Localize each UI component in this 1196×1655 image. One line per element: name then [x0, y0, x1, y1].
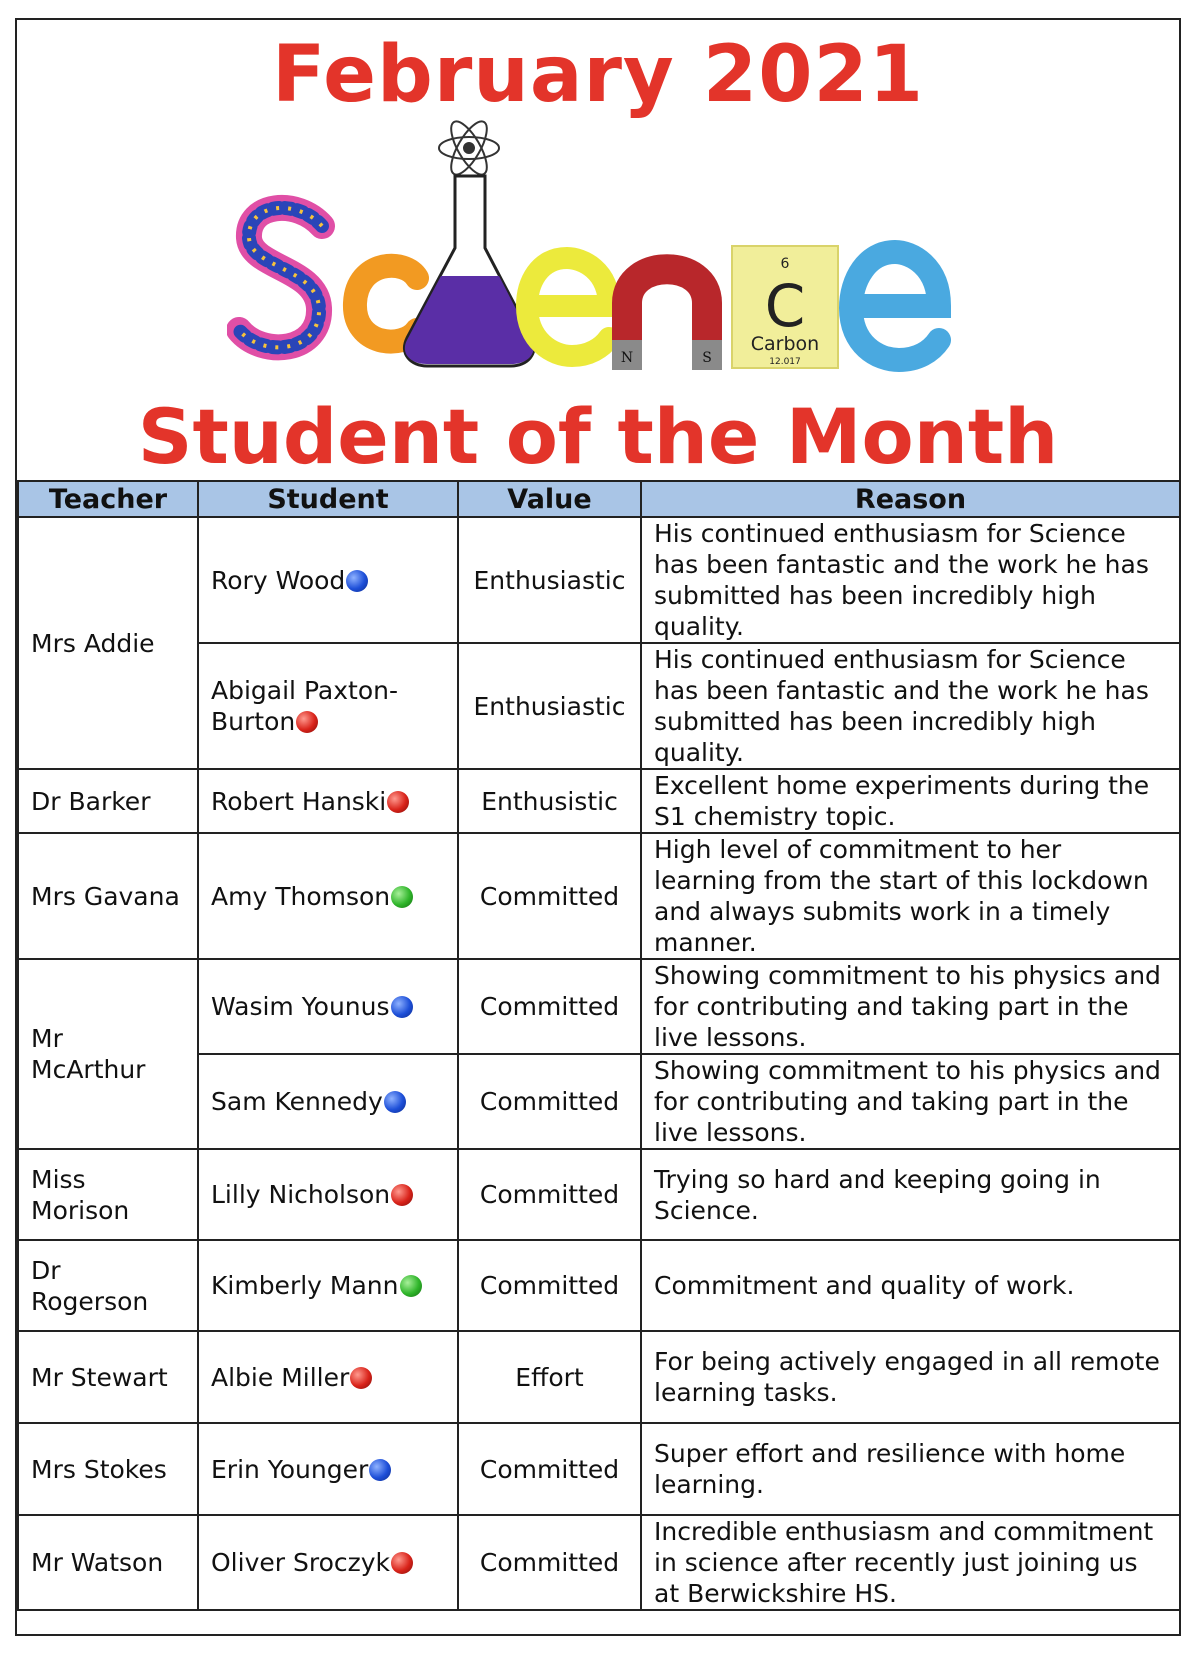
reason-cell: Excellent home experiments during the S1 chemistry topic. — [641, 769, 1180, 833]
student-name: Amy Thomson — [211, 881, 391, 911]
value-cell: Committed — [458, 959, 641, 1054]
teacher-cell: Dr Barker — [18, 769, 198, 833]
reason-cell: Super effort and resilience with home learning. — [641, 1423, 1180, 1515]
student-name: Albie Miller — [211, 1362, 350, 1392]
student-cell — [198, 769, 458, 833]
house-dot-icon — [350, 1367, 372, 1389]
svg-text:6: 6 — [780, 256, 790, 272]
teacher-cell: Mrs Stokes — [18, 1423, 198, 1515]
value-cell: Committed — [458, 1240, 641, 1331]
student-cell — [198, 517, 458, 643]
student-name: Oliver Sroczyk — [211, 1548, 391, 1577]
student-cell — [198, 959, 458, 1054]
student-cell — [198, 1515, 458, 1610]
table-row — [18, 769, 1180, 833]
student-name: Abigail Paxton-Burton — [211, 676, 398, 736]
value-cell: Committed — [458, 1515, 641, 1610]
student-cell — [198, 833, 458, 959]
value-cell: Enthusistic — [458, 769, 641, 833]
teacher-cell: Dr Rogerson — [18, 1240, 198, 1331]
table-row — [18, 1331, 1180, 1423]
student-cell — [198, 1240, 458, 1331]
month-title: February 2021 — [271, 30, 925, 120]
svg-text:C: C — [764, 272, 806, 340]
reason-cell: Trying so hard and keeping going in Science. — [641, 1149, 1180, 1240]
student-cell — [198, 1331, 458, 1423]
student-table — [17, 480, 1181, 1611]
atom-icon — [439, 118, 499, 179]
student-cell — [198, 1423, 458, 1515]
dna-letter-s-icon — [239, 208, 322, 347]
svg-text:Carbon: Carbon — [750, 333, 820, 355]
col-teacher: Teacher — [18, 481, 198, 517]
poster-frame — [15, 18, 1181, 1636]
table-row — [18, 959, 1180, 1054]
teacher-cell: Mr Watson — [18, 1515, 198, 1610]
poster-header — [17, 20, 1179, 480]
house-dot-icon — [391, 1552, 413, 1574]
value-cell: Enthusiastic — [458, 643, 641, 769]
house-dot-icon — [391, 996, 413, 1018]
house-dot-icon — [400, 1275, 422, 1297]
reason-cell: His continued enthusiasm for Science has been fantastic and the work he has submitted has been incredibly high quality. — [641, 517, 1180, 643]
table-row — [18, 1149, 1180, 1240]
house-dot-icon — [346, 570, 368, 592]
col-value: Value — [458, 481, 641, 517]
student-name: Lilly Nicholson — [211, 1180, 391, 1209]
student-cell — [198, 643, 458, 769]
reason-cell: His continued enthusiasm for Science has been fantastic and the work he has submitted has been incredibly high quality. — [641, 643, 1180, 769]
table-row — [18, 1423, 1180, 1515]
value-cell: Effort — [458, 1331, 641, 1423]
letter-e-yellow-icon — [527, 258, 609, 356]
value-cell: Committed — [458, 1149, 641, 1240]
svg-text:S: S — [702, 350, 712, 366]
house-dot-icon — [384, 1091, 406, 1113]
reason-cell: High level of commitment to her learning from the start of this lockdown and always submits work in a timely manner. — [641, 833, 1180, 959]
col-student: Student — [198, 481, 458, 517]
reason-cell: Showing commitment to his physics and for contributing and taking part in the live lessons. — [641, 959, 1180, 1054]
reason-cell: Showing commitment to his physics and for contributing and taking part in the live lessons. — [641, 1054, 1180, 1149]
student-cell — [198, 1149, 458, 1240]
value-cell: Committed — [458, 833, 641, 959]
teacher-cell: Mrs Addie — [18, 517, 198, 769]
teacher-cell: Mr Stewart — [18, 1331, 198, 1423]
table-header-row — [18, 481, 1180, 517]
table-row — [18, 517, 1180, 643]
house-dot-icon — [391, 886, 413, 908]
house-dot-icon — [369, 1459, 391, 1481]
table-row — [18, 1240, 1180, 1331]
table-row — [18, 1515, 1180, 1610]
student-name: Sam Kennedy — [211, 1087, 383, 1116]
reason-cell: Commitment and quality of work. — [641, 1240, 1180, 1331]
teacher-cell: Mr McArthur — [18, 959, 198, 1149]
teacher-cell: Miss Morison — [18, 1149, 198, 1240]
house-dot-icon — [387, 791, 409, 813]
value-cell: Enthusiastic — [458, 517, 641, 643]
col-reason: Reason — [641, 481, 1180, 517]
house-dot-icon — [391, 1184, 413, 1206]
letter-e-blue-icon — [851, 252, 939, 360]
table-row — [18, 833, 1180, 959]
student-name: Kimberly Mann — [211, 1271, 399, 1300]
science-logo — [227, 118, 987, 398]
svg-text:12.017: 12.017 — [769, 357, 801, 367]
house-dot-icon — [296, 711, 318, 733]
student-name: Robert Hanski — [211, 786, 387, 816]
student-name: Erin Younger — [211, 1454, 369, 1484]
letter-c-icon — [355, 266, 417, 342]
reason-cell: For being actively engaged in all remote learning tasks. — [641, 1331, 1180, 1423]
teacher-cell: Mrs Gavana — [18, 833, 198, 959]
svg-text:N: N — [620, 350, 634, 366]
student-name: Rory Wood — [211, 565, 346, 595]
value-cell: Committed — [458, 1054, 641, 1149]
subtitle: Student of the Month — [137, 392, 1059, 481]
student-cell — [198, 1054, 458, 1149]
reason-cell: Incredible enthusiasm and commitment in science after recently just joining us at Berwickshire HS. — [641, 1515, 1180, 1610]
value-cell: Committed — [458, 1423, 641, 1515]
magnet-icon — [612, 269, 722, 370]
carbon-element-icon — [732, 246, 838, 368]
student-name: Wasim Younus — [211, 992, 390, 1021]
